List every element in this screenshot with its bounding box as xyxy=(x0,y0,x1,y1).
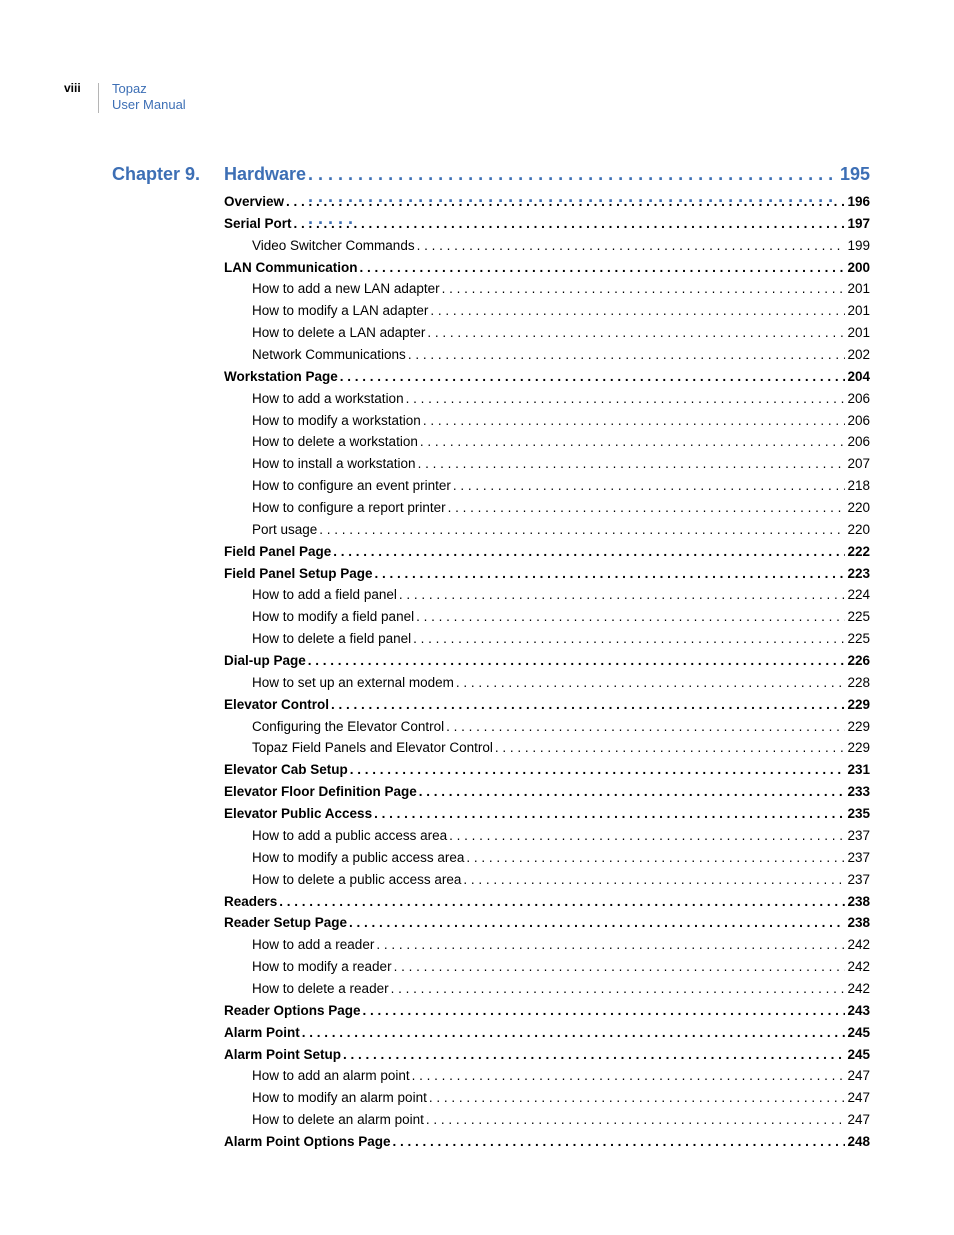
toc-entry-page: 206 xyxy=(847,412,870,428)
toc-entry-page: 197 xyxy=(847,215,870,231)
toc-subsection-entry[interactable] xyxy=(224,322,870,344)
toc-entry-page: 231 xyxy=(847,762,870,778)
dot-leader xyxy=(427,322,845,344)
dot-leader xyxy=(363,1000,846,1022)
dot-leader xyxy=(350,759,846,781)
toc-entry-title: Alarm Point Options Page xyxy=(224,1133,391,1149)
dot-leader xyxy=(423,410,846,432)
toc-entry-title: Dial-up Page xyxy=(224,653,306,669)
page-number: viii xyxy=(64,81,81,95)
toc-entry-page: 199 xyxy=(847,237,870,253)
dot-leader xyxy=(406,388,846,410)
toc-section-entry[interactable] xyxy=(224,257,870,279)
toc-entry-page: 245 xyxy=(847,1024,870,1040)
toc-section-entry[interactable] xyxy=(224,191,870,213)
toc-entry-page: 228 xyxy=(847,674,870,690)
toc-entry-page: 225 xyxy=(847,631,870,647)
toc-entry-page: 201 xyxy=(847,325,870,341)
toc-subsection-entry[interactable] xyxy=(224,934,870,956)
toc-entry-page: 235 xyxy=(847,806,870,822)
toc-subsection-entry[interactable] xyxy=(224,344,870,366)
toc-section-entry[interactable] xyxy=(224,694,870,716)
dot-leader xyxy=(374,803,845,825)
toc-subsection-entry[interactable] xyxy=(224,519,870,541)
toc-entry-title: How to delete a public access area xyxy=(252,871,462,887)
toc-entry-page: 237 xyxy=(847,827,870,843)
toc-entry-title: How to configure an event printer xyxy=(252,478,451,494)
toc-entry-page: 242 xyxy=(847,937,870,953)
dot-leader xyxy=(360,257,846,279)
dot-leader xyxy=(302,1022,846,1044)
dot-leader xyxy=(391,978,846,1000)
header-divider xyxy=(98,83,99,113)
dot-leader xyxy=(393,1131,846,1153)
toc-entry-page: 247 xyxy=(847,1112,870,1128)
toc-subsection-entry[interactable] xyxy=(224,497,870,519)
toc-entry-title: How to add a reader xyxy=(252,937,375,953)
toc-entry-page: 238 xyxy=(847,893,870,909)
dot-leader xyxy=(417,235,846,257)
toc-entry-title: How to modify a public access area xyxy=(252,849,465,865)
dot-leader xyxy=(394,956,846,978)
toc-entry-page: 242 xyxy=(847,980,870,996)
toc-entry-page: 201 xyxy=(847,303,870,319)
toc-entry-page: 229 xyxy=(847,718,870,734)
toc-subsection-entry[interactable] xyxy=(224,825,870,847)
toc-entry-title: How to set up an external modem xyxy=(252,674,454,690)
toc-entry-page: 229 xyxy=(847,740,870,756)
toc-entry-page: 247 xyxy=(847,1090,870,1106)
toc-entry-page: 220 xyxy=(847,521,870,537)
toc-entry-page: 243 xyxy=(847,1002,870,1018)
toc-section-entry[interactable] xyxy=(224,891,870,913)
toc-entry-title: Serial Port xyxy=(224,215,292,231)
dot-leader xyxy=(426,1109,846,1131)
dot-leader xyxy=(343,1044,845,1066)
toc-entry-title: How to install a workstation xyxy=(252,456,416,472)
dot-leader xyxy=(331,694,845,716)
dot-leader xyxy=(419,781,846,803)
toc-entry-page: 225 xyxy=(847,609,870,625)
toc-entry-page: 207 xyxy=(847,456,870,472)
chapter-label: Chapter 9. xyxy=(112,164,201,184)
toc-entry-title: How to delete an alarm point xyxy=(252,1112,424,1128)
toc-entry-title: Port usage xyxy=(252,521,318,537)
toc-entry-page: 206 xyxy=(847,390,870,406)
toc-section-entry[interactable] xyxy=(224,759,870,781)
toc-entry-title: Elevator Floor Definition Page xyxy=(224,784,417,800)
dot-leader xyxy=(333,541,845,563)
toc-entry-page: 201 xyxy=(847,281,870,297)
toc-subsection-entry[interactable] xyxy=(224,672,870,694)
toc-entry-title: Topaz Field Panels and Elevator Control xyxy=(252,740,493,756)
toc-entry-page: 206 xyxy=(847,434,870,450)
toc-entry-title: How to modify a workstation xyxy=(252,412,421,428)
toc-section-entry[interactable] xyxy=(224,912,870,934)
toc-entry-title: Field Panel Setup Page xyxy=(224,565,373,581)
dot-leader xyxy=(412,1065,846,1087)
toc-subsection-entry[interactable] xyxy=(224,431,870,453)
toc-entry-title: Reader Setup Page xyxy=(224,915,348,931)
toc-section-entry[interactable] xyxy=(224,781,870,803)
chapter-heading[interactable] xyxy=(112,163,870,187)
toc-subsection-entry[interactable] xyxy=(224,716,870,738)
toc-section-entry[interactable] xyxy=(224,366,870,388)
toc-entry-title: How to delete a LAN adapter xyxy=(252,325,426,341)
toc-entry-title: Alarm Point xyxy=(224,1024,300,1040)
toc-entry-title: How to modify a LAN adapter xyxy=(252,303,429,319)
toc-entry-page: 196 xyxy=(847,194,870,209)
toc-entry-title: Video Switcher Commands xyxy=(252,237,415,253)
toc-subsection-entry[interactable] xyxy=(224,978,870,1000)
toc-subsection-entry[interactable] xyxy=(224,606,870,628)
toc-entry-title: How to add a workstation xyxy=(252,390,404,406)
toc-entry-title: How to delete a field panel xyxy=(252,631,412,647)
running-header xyxy=(112,81,186,113)
toc-entry-page: 245 xyxy=(847,1046,870,1062)
toc-entry-page: 237 xyxy=(847,871,870,887)
toc-subsection-entry[interactable] xyxy=(224,847,870,869)
dot-leader xyxy=(340,366,846,388)
toc-entry-page: 204 xyxy=(847,368,870,384)
dot-leader xyxy=(429,1087,846,1109)
dot-leader xyxy=(418,453,846,475)
toc-entry-title: Configuring the Elevator Control xyxy=(252,718,445,734)
toc-subsection-entry[interactable] xyxy=(224,410,870,432)
toc-entry-page: 220 xyxy=(847,500,870,516)
dot-leader xyxy=(456,672,846,694)
toc-entry-page: 218 xyxy=(847,478,870,494)
dot-leader xyxy=(416,606,845,628)
toc-entry-page: 222 xyxy=(847,543,870,559)
dot-leader xyxy=(319,519,845,541)
manual-name: User Manual xyxy=(112,97,186,112)
toc-subsection-entry[interactable] xyxy=(224,1087,870,1109)
toc-entry-page: 237 xyxy=(847,849,870,865)
toc-subsection-entry[interactable] xyxy=(224,300,870,322)
toc-entry-title: How to configure a report printer xyxy=(252,500,446,516)
dot-leader xyxy=(463,869,845,891)
chapter-title: Hardware xyxy=(224,164,307,184)
toc-entry-page: 202 xyxy=(847,347,870,363)
toc-entry-page: 248 xyxy=(847,1133,870,1149)
toc-section-entry[interactable] xyxy=(224,1131,870,1153)
toc-subsection-entry[interactable] xyxy=(224,1109,870,1131)
toc-entry-title: LAN Communication xyxy=(224,259,358,275)
toc-subsection-entry[interactable] xyxy=(224,475,870,497)
dot-leader xyxy=(413,628,845,650)
toc-entry-title: How to add an alarm point xyxy=(252,1068,410,1084)
toc-section-entry[interactable] xyxy=(224,803,870,825)
chapter-page: 195 xyxy=(839,164,870,184)
dot-leader xyxy=(430,300,845,322)
dot-leader xyxy=(279,891,845,913)
dot-leader xyxy=(449,825,845,847)
toc-subsection-entry[interactable] xyxy=(224,956,870,978)
toc-entry-page: 247 xyxy=(847,1068,870,1084)
toc-section-entry[interactable] xyxy=(224,650,870,672)
toc-section-entry[interactable] xyxy=(224,1000,870,1022)
dot-leader xyxy=(420,431,846,453)
dot-leader xyxy=(294,213,846,235)
product-name: Topaz xyxy=(112,81,147,96)
dot-leader xyxy=(466,847,845,869)
toc-entry-page: 223 xyxy=(847,565,870,581)
dot-leader xyxy=(308,650,846,672)
toc-entry-title: Elevator Control xyxy=(224,696,330,712)
toc-entry-title: Field Panel Page xyxy=(224,543,332,559)
toc-entry-title: Reader Options Page xyxy=(224,1002,361,1018)
dot-leader xyxy=(448,497,846,519)
toc-section-entry[interactable] xyxy=(224,1044,870,1066)
dot-leader xyxy=(495,737,846,759)
toc-entry-page: 233 xyxy=(847,784,870,800)
toc-subsection-entry[interactable] xyxy=(224,278,870,300)
toc-entry-title: Alarm Point Setup xyxy=(224,1046,342,1062)
dot-leader xyxy=(408,344,846,366)
dot-leader xyxy=(446,716,845,738)
toc-subsection-entry[interactable] xyxy=(224,1065,870,1087)
toc-entry-title: How to add a public access area xyxy=(252,827,448,843)
toc-entry-title: How to delete a workstation xyxy=(252,434,418,450)
toc-list xyxy=(224,191,870,1153)
toc-subsection-entry[interactable] xyxy=(224,235,870,257)
toc-entry-page: 229 xyxy=(847,696,870,712)
toc-entry-title: How to add a field panel xyxy=(252,587,397,603)
toc-entry-page: 226 xyxy=(847,653,870,669)
toc-entry-page: 242 xyxy=(847,959,870,975)
dot-leader xyxy=(399,584,846,606)
toc-subsection-entry[interactable] xyxy=(224,628,870,650)
toc-entry-title: How to modify an alarm point xyxy=(252,1090,427,1106)
toc-entry-title: How to modify a reader xyxy=(252,959,392,975)
toc-entry-title: How to modify a field panel xyxy=(252,609,415,625)
toc-entry-title: Workstation Page xyxy=(224,368,338,384)
toc-entry-title: Overview xyxy=(224,194,285,209)
toc-entry-title: Network Communications xyxy=(252,347,406,363)
toc-section-entry[interactable] xyxy=(224,1022,870,1044)
dot-leader xyxy=(349,912,845,934)
toc-entry-title: Readers xyxy=(224,893,278,909)
dot-leader xyxy=(376,934,845,956)
toc-entry-title: Elevator Cab Setup xyxy=(224,762,348,778)
toc-entry-page: 238 xyxy=(847,915,870,931)
dot-leader xyxy=(375,563,846,585)
toc-section-entry[interactable] xyxy=(224,541,870,563)
toc-section-entry[interactable] xyxy=(224,213,870,235)
toc-subsection-entry[interactable] xyxy=(224,584,870,606)
dot-leader xyxy=(453,475,846,497)
toc-entry-title: How to add a new LAN adapter xyxy=(252,281,440,297)
toc-entry-title: Elevator Public Access xyxy=(224,806,373,822)
toc-subsection-entry[interactable] xyxy=(224,388,870,410)
toc-subsection-entry[interactable] xyxy=(224,869,870,891)
toc-entry-page: 224 xyxy=(847,587,870,603)
toc-subsection-entry[interactable] xyxy=(224,453,870,475)
toc-entry-page: 200 xyxy=(847,259,870,275)
dot-leader xyxy=(442,278,846,300)
toc-section-entry[interactable] xyxy=(224,563,870,585)
toc-entry-title: How to delete a reader xyxy=(252,980,389,996)
toc-subsection-entry[interactable] xyxy=(224,737,870,759)
dot-leader xyxy=(286,191,845,213)
